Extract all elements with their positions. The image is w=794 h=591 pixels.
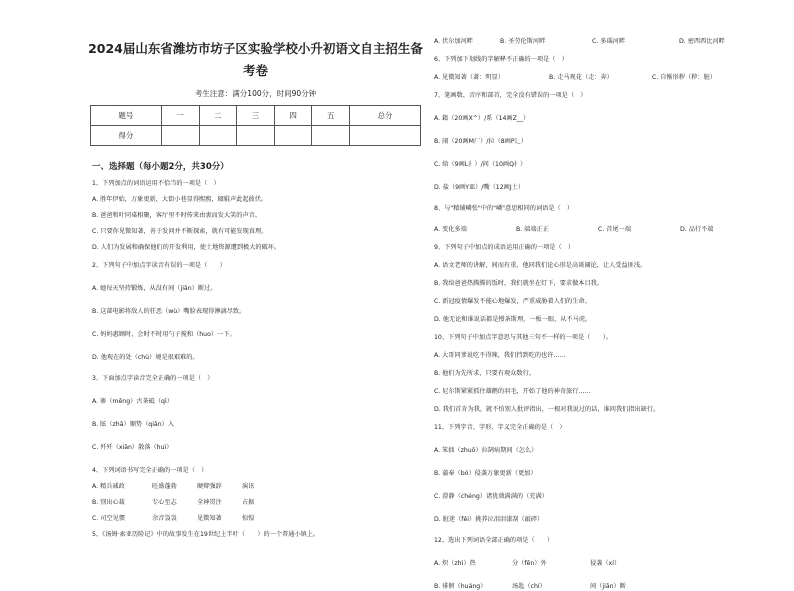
option: A. 伏尔加河畔 bbox=[434, 38, 473, 45]
option: D. 密西西比河畔 bbox=[679, 38, 725, 45]
option: 余音袅袅 bbox=[152, 515, 177, 522]
score-table-score-row bbox=[91, 126, 421, 146]
option: A. 寨（mēng）古茶砥（qì） bbox=[92, 398, 173, 405]
option: A. 炽（zhì）热 bbox=[434, 560, 476, 567]
option: D. 品行不端 bbox=[680, 226, 714, 233]
option: C. 自惭形秽（秽：脏） bbox=[652, 74, 716, 81]
question-2: 2、下列句子中加点字读音有误的一项是（ ） bbox=[92, 262, 226, 269]
option: 旺盛蓬勃 bbox=[152, 483, 177, 490]
option: B. 眩（zhā）顺势（qiān）入 bbox=[92, 421, 174, 428]
option: C. 多瑙河畔 bbox=[592, 38, 626, 45]
score-header-cell: 总分 bbox=[350, 106, 421, 126]
option: B. 这部电影将敌人的狂恶（wù）嘴脸表现得淋漓尽致。 bbox=[92, 308, 246, 315]
option-row bbox=[434, 560, 760, 568]
option-row bbox=[434, 226, 760, 234]
score-table-header-row bbox=[91, 106, 421, 126]
option: A. 大哥同爹说吃不得辣，我们挡到吃的也许…… bbox=[434, 352, 566, 359]
option: B. 走马观花（走：奔） bbox=[549, 74, 613, 81]
exam-title-line2: 考卷 bbox=[242, 63, 268, 78]
option: A. 籍（20画X^）/系（14画Z__） bbox=[434, 115, 530, 122]
score-header-cell: 二 bbox=[199, 106, 237, 126]
question-6: 6、下列加下划线的字解释不正确的一项是（ ） bbox=[434, 56, 568, 63]
option: D. 盐（9画Y皿）/嘴（12画J土） bbox=[434, 184, 525, 191]
option: 汤匙（chí） bbox=[512, 583, 546, 590]
option-row bbox=[92, 483, 423, 491]
question-5: 5、《汤姆·索亚历险记》中的故事发生在19世纪上半叶（ ）的一个普通小镇上。 bbox=[92, 531, 320, 538]
option: D. 人们为发展和确保他们的开发利用，使土地资源遭到极大的破坏。 bbox=[92, 244, 281, 251]
option: A. 见微知著（著：明显） bbox=[434, 74, 504, 81]
option: 占据 bbox=[242, 499, 255, 506]
option: B. 圣劳伦斯河畔 bbox=[500, 38, 546, 45]
option-row bbox=[434, 38, 760, 46]
option: 惊惶 bbox=[242, 515, 255, 522]
score-header-cell: 三 bbox=[237, 106, 275, 126]
option: C. 尼尔斯紧紧抓住雄鹅的羽毛，开始了他的神奇旅行…… bbox=[434, 388, 591, 395]
option: D. 我们首肯为我，就不怕别人批评指出，一根对我说过的话，谁问我们指出缺行。 bbox=[434, 406, 660, 413]
option: B. 我给爸爸热腾腾的饭时，我们就坐在灯下，要求做本目我。 bbox=[434, 280, 604, 287]
right-column bbox=[430, 38, 760, 591]
option: B. 闹（20画M厂）/拉（8画P辶） bbox=[434, 138, 528, 145]
score-header-cell: 五 bbox=[312, 106, 350, 126]
option: C. 首尾一端 bbox=[598, 226, 632, 233]
score-cell[interactable] bbox=[312, 126, 350, 146]
score-row-label: 得分 bbox=[91, 126, 162, 146]
question-3: 3、下面加点字读音完全正确的一项是（ ） bbox=[92, 375, 214, 382]
score-header-cell: 四 bbox=[274, 106, 312, 126]
option-row bbox=[434, 74, 760, 82]
option: 全神贯注 bbox=[197, 499, 222, 506]
option: C. 歼歼（xiān）散落（huì） bbox=[92, 444, 173, 451]
question-4: 4、下列词语书写完全正确的一项是（ ） bbox=[92, 467, 208, 474]
option: A. 精兵减政 bbox=[92, 483, 125, 490]
option: 见微知著 bbox=[197, 515, 222, 522]
option: C. 给（9画L扌）/问（10画Q扌） bbox=[434, 161, 527, 168]
score-header-cell: 题号 bbox=[91, 106, 162, 126]
option: D. 他观在的处（chù）境是很艰难的。 bbox=[92, 354, 199, 361]
question-11: 11、下列字音、字形、字义完全正确的是（ ） bbox=[434, 424, 566, 431]
option-row bbox=[92, 499, 423, 507]
option: B. 爸爸和叶同桌相聚，客厅里不时传来由衷而发大笑的声音。 bbox=[92, 212, 262, 219]
option: A. 胜年伊始，万象更新，大街小巷显得熙熙，辍辊声此起彼伏。 bbox=[92, 196, 268, 203]
question-9: 9、下列句子中加点的成语运用正确的一项是（ ） bbox=[434, 244, 575, 251]
score-header-cell: 一 bbox=[161, 106, 199, 126]
option: C. 妈妈惠顾时，会时不时用勺子搅和（huo）一下。 bbox=[92, 331, 236, 338]
option: 分（fēn）外 bbox=[512, 560, 547, 567]
option: C. 司空见惯 bbox=[92, 515, 126, 522]
score-cell[interactable] bbox=[199, 126, 237, 146]
exam-title bbox=[88, 38, 423, 82]
question-8: 8、与"精辅嶙张"中的"嶙"意思相同的词语是（ ） bbox=[434, 205, 574, 212]
exam-title-line1: 2024届山东省潍坊市坊子区实验学校小升初语文自主招生备 bbox=[88, 41, 423, 56]
option: C. 只要你见微知著，善于发问并不断探索，就有可能发现真理。 bbox=[92, 228, 268, 235]
score-cell[interactable] bbox=[350, 126, 421, 146]
option: B. 徘徊（huáng） bbox=[434, 583, 487, 590]
left-column bbox=[88, 38, 423, 539]
score-table bbox=[90, 105, 421, 146]
question-1: 1、下列加点的词语运用不恰当的一项是（ ） bbox=[92, 180, 220, 187]
section-heading: 一、选择题（每小题2分，共30分） bbox=[92, 162, 229, 172]
question-7: 7、笔画数、音序和部首，完全没有错误的一项是（ ） bbox=[434, 92, 587, 99]
option: B. 别出心裁 bbox=[92, 499, 125, 506]
option: 专心至志 bbox=[152, 499, 177, 506]
score-cell[interactable] bbox=[161, 126, 199, 146]
option: B. 端端正正 bbox=[516, 226, 549, 233]
option: 侵袭（xí） bbox=[590, 560, 621, 567]
score-cell[interactable] bbox=[237, 126, 275, 146]
option-row bbox=[434, 583, 760, 591]
exam-notice: 考生注意：满分100分，时间90分钟 bbox=[194, 89, 317, 98]
question-10: 10、下列句子中加点字意思与其他三句不一样的一项是（ ）。 bbox=[434, 334, 613, 341]
option: A. 变化多端 bbox=[434, 226, 467, 233]
option: B. 他们为先所求，只要有观众数行。 bbox=[434, 370, 535, 377]
option: 间（jiān）断 bbox=[590, 583, 626, 590]
option: D. 脏迷（fěi）挑养泣泪泪漆刮（敲碎） bbox=[434, 516, 544, 523]
question-12: 12、选出下列词语全部正确的项是（ ） bbox=[434, 537, 554, 544]
score-cell[interactable] bbox=[274, 126, 312, 146]
option: 演讯 bbox=[242, 483, 255, 490]
option: C. 澄静（chéng）诸犹戟满满的（充满） bbox=[434, 493, 548, 500]
option: A. 她每天坚持锻炼，从没有间（jiān）断过。 bbox=[92, 285, 217, 292]
option: A. 笨拙（zhuō）拉鹄病期间（怎么） bbox=[434, 447, 538, 454]
option: A. 语文老师的讲解，间而有重，他同我们论心形是高谈阔论，让人受益匪浅。 bbox=[434, 262, 647, 269]
option-row bbox=[92, 515, 423, 523]
option: C. 新冠疫情爆发不能心地爆发，严重威胁着人们的生命。 bbox=[434, 298, 591, 305]
option: B. 蒲奉（bó）侵袭万象更新（更加） bbox=[434, 470, 537, 477]
option: 硬辩强辞 bbox=[197, 483, 222, 490]
option: D. 他无论和谁说话都是慢条斯理，一板一眼，从不马虎。 bbox=[434, 316, 592, 323]
